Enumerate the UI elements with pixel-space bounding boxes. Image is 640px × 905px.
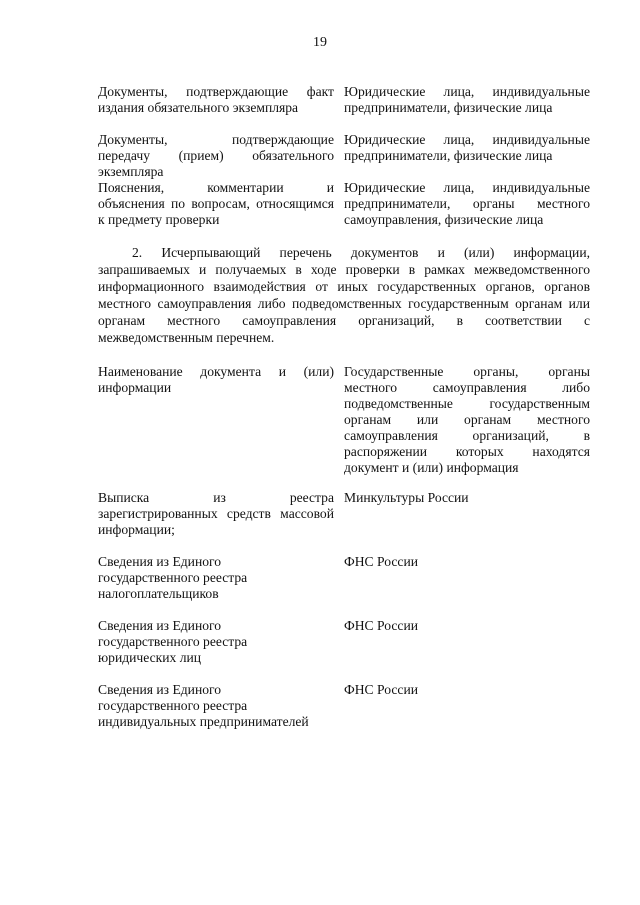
cell-line: издания обязательного экземпляра	[98, 100, 299, 115]
cell-line: подведомственные государственным	[344, 396, 590, 411]
cell-line: предприниматели, физические лица	[344, 100, 553, 115]
cell-line: Наименование документа и (или)	[98, 364, 334, 379]
cell-line: Пояснения, комментарии и	[98, 180, 334, 195]
cell-line: самоуправления организаций, в	[344, 428, 590, 443]
cell-line: государственного реестра	[98, 570, 248, 585]
cell-line: ФНС России	[344, 682, 418, 697]
document-name-cell	[98, 618, 334, 666]
cell-line: Юридические лица, индивидуальные	[344, 180, 590, 195]
document-name-cell	[98, 554, 334, 602]
cell-line: Государственные органы, органы	[344, 364, 590, 379]
document-holder-cell	[344, 554, 590, 570]
cell-line: Минкультуры России	[344, 490, 469, 505]
document-name-cell	[98, 180, 334, 228]
cell-line: Сведения из Единого	[98, 618, 222, 633]
cell-line: объяснения по вопросам, относящимся	[98, 196, 334, 211]
cell-line: ФНС России	[344, 618, 418, 633]
cell-line: местного самоуправления либо	[344, 380, 590, 395]
document-source-cell	[344, 84, 590, 116]
cell-line: предприниматели, органы местного	[344, 196, 590, 211]
cell-line: информации;	[98, 522, 175, 537]
cell-line: государственного реестра	[98, 698, 248, 713]
document-holder-cell	[344, 682, 590, 698]
page-number: 19	[313, 35, 327, 50]
cell-line: экземпляра	[98, 164, 164, 179]
cell-line: Сведения из Единого	[98, 682, 222, 697]
cell-line: самоуправления, физические лица	[344, 212, 544, 227]
document-holder-cell	[344, 490, 590, 506]
cell-line: юридических лиц	[98, 650, 202, 665]
cell-line: Юридические лица, индивидуальные	[344, 132, 590, 147]
cell-line: передачу (прием) обязательного	[98, 148, 334, 163]
cell-line: органам или органам местного	[344, 412, 590, 427]
document-name-cell	[98, 490, 334, 538]
cell-line: ФНС России	[344, 554, 418, 569]
header-document-holder	[344, 364, 590, 476]
cell-line: Документы, подтверждающие факт	[98, 84, 334, 99]
cell-line: информации	[98, 380, 172, 395]
cell-line: Выписка из реестра	[98, 490, 334, 505]
cell-line: предприниматели, физические лица	[344, 148, 553, 163]
cell-line: Юридические лица, индивидуальные	[344, 84, 590, 99]
cell-line: государственного реестра	[98, 634, 248, 649]
header-document-name	[98, 364, 334, 396]
document-source-cell	[344, 180, 590, 228]
cell-line: Документы, подтверждающие	[98, 132, 334, 147]
document-holder-cell	[344, 618, 590, 634]
cell-line: налогоплательщиков	[98, 586, 219, 601]
cell-line: Сведения из Единого	[98, 554, 222, 569]
document-name-cell	[98, 132, 334, 180]
cell-line: индивидуальных предпринимателей	[98, 714, 309, 729]
cell-line: документ и (или) информация	[344, 460, 519, 475]
document-name-cell	[98, 682, 334, 730]
cell-line: зарегистрированных средств массовой	[98, 506, 334, 521]
document-source-cell	[344, 132, 590, 164]
cell-line: распоряжении которых находятся	[344, 444, 590, 459]
document-name-cell	[98, 84, 334, 116]
body-paragraph: 2. Исчерпывающий перечень документов и (или) информации, запрашиваемых и получаемых в ходе проверки в рамках межведомственного информационного взаимодействия от иных государственных органов, органов местного самоуправления либо подведомственных государственным органам или органам местного самоуправления организаций, в соответствии с межведомственным перечнем.	[98, 245, 590, 345]
cell-line: к предмету проверки	[98, 212, 220, 227]
